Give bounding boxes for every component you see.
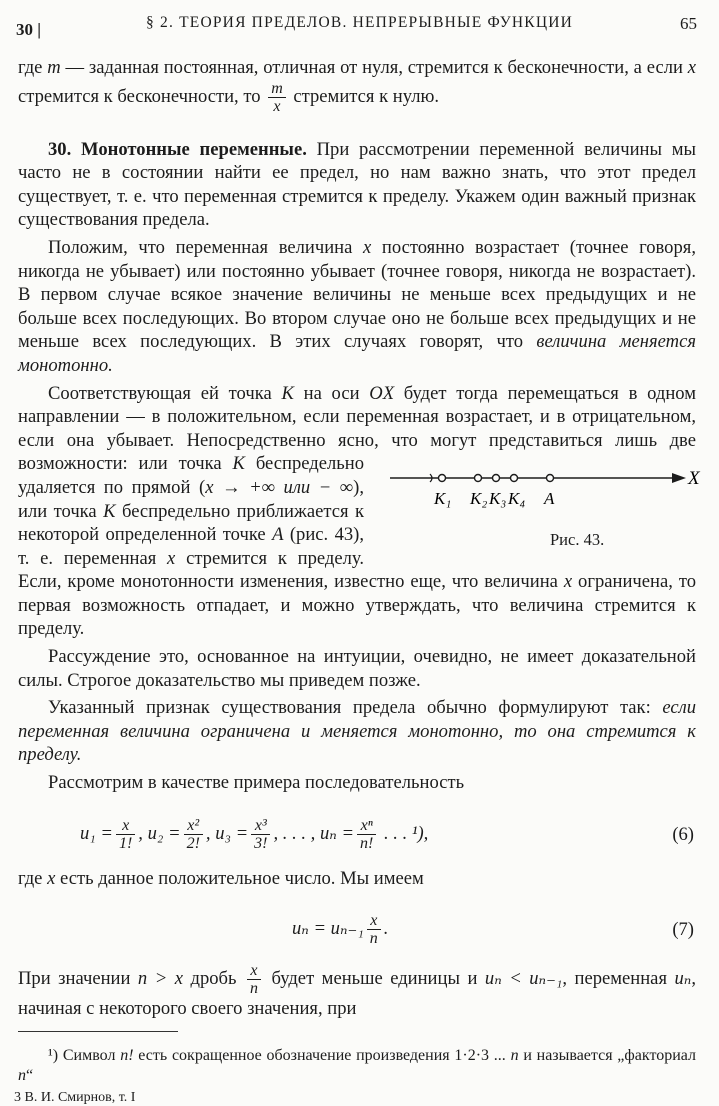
section-heading: Монотонные переменные. xyxy=(81,138,307,160)
paragraph-decreasing: При значении n > x дробь $\frac{x}{n}$ будет меньше единицы и uₙ < uₙ₋₁, переменная uₙ, начиная с некоторого своего значения, при xyxy=(18,962,696,1020)
axis-label-x: X xyxy=(688,468,700,490)
emphasis-monotone: величина меняется монотонно. xyxy=(18,331,696,376)
figure-caption: Рис. 43. xyxy=(550,530,605,550)
page-number: 65 xyxy=(680,14,697,33)
page-body xyxy=(18,56,700,1086)
paragraph-intuition: Рассуждение это, основанное на интуиции, очевидно, не имеет доказательной силы. Строгое доказательство мы приведем позже. xyxy=(18,646,696,691)
axis-diagram xyxy=(378,464,700,526)
label-k3: K₃ xyxy=(489,489,507,509)
paragraph-point-k: Соответствующая ей точка K на оси OX будет тогда перемещаться в одном направлении — в положительном, если переменная возрастает, и в отрицательном, если она убывает. Непосредственно ясно, что могут представиться лишь две возможности: или точка X K₁ K₂ K₃ K₄ A Рис. 43. K беспредельно удаляется по прямой (x → +∞ или − ∞), или точка K беспредельно приближается к некоторой определенной точке A (рис. 43), т. е. переменная x стремится к пределу. Если, кроме монотонности изменения, известно еще, что величина x ограничена, то первая возможность отпадает, и можно утверждать, что величина стремится к пределу. xyxy=(18,382,700,640)
signature-line: 3 В. И. Смирнов, т. I xyxy=(14,1090,136,1105)
intro-paragraph: где m — заданная постоянная, отличная от нуля, стремится к бесконечности, а если x стремится к бесконечности, то $\frac{m}{x}$ стремится к нулю. xyxy=(18,57,697,115)
figure-43 xyxy=(378,456,700,562)
label-a: A xyxy=(544,489,555,509)
equation-number-6: (6) xyxy=(672,823,694,845)
footnote-divider xyxy=(18,1031,178,1032)
point-k4 xyxy=(511,475,518,482)
paragraph-monotone-definition: Положим, что переменная величина x постоянно возрастает (точнее говоря, никогда не убывает) или постоянно убывает (точнее говоря, никогда не возрастает). В первом случае всякое значение величины не меньше всех предыдущих и не больше всех последующих. Во втором случае оно не больше всех предыдущих и не меньше всех последующих. В этих случаях говорят, что величина меняется монотонно. xyxy=(18,236,696,376)
label-k2: K₂ xyxy=(470,489,488,509)
point-a xyxy=(547,475,554,482)
section-mark: 30 | xyxy=(16,20,41,39)
formula-6: u₁ = $\frac{x}{1!}$ , u₂ = $\frac{\text{x²}}{2!}$ , u₃ = $\frac{\text{x³}}{3!}$ , . . . , uₙ = $\frac{\text{xⁿ}}{n!}$ . . . ¹), (6) xyxy=(80,816,694,852)
equation-number-7: (7) xyxy=(672,919,694,941)
label-k4: K₄ xyxy=(508,489,526,509)
paragraph-criterion: Указанный признак существования предела обычно формулируют так: если переменная величина ограничена и меняется монотонно, то она стремится к пределу. xyxy=(18,697,696,766)
fraction-m-over-x: $\frac{m}{x}$ xyxy=(268,80,286,115)
axis-arrow-icon xyxy=(672,473,686,483)
point-k1 xyxy=(439,475,446,482)
paragraph-given-x: где x есть данное положительное число. Мы имеем xyxy=(18,867,424,889)
formula-7: uₙ = uₙ₋₁ $\frac{x}{n}$ . (7) xyxy=(292,912,694,948)
point-k3 xyxy=(493,475,500,482)
running-header xyxy=(16,12,697,42)
emphasis-criterion: если переменная величина ограничена и меняется монотонно, то она стремится к пределу. xyxy=(18,697,696,766)
paragraph-example: Рассмотрим в качестве примера последовательность xyxy=(48,772,465,794)
footnote: ¹) Символ n! есть сокращенное обозначение произведения 1·2·3 ... n и называется „факториал n“ xyxy=(18,1046,697,1084)
label-k1: K₁ xyxy=(434,489,452,509)
running-title: § 2. ТЕОРИЯ ПРЕДЕЛОВ. НЕПРЕРЫВНЫЕ ФУНКЦИИ xyxy=(146,14,574,31)
section-30-paragraph: 30. Монотонные переменные. При рассмотрении переменной величины мы часто не в состоянии найти ее предел, но нам важно знать, что этот предел существует, т. е. что переменная стремится к пределу. Укажем один важный признак существования предела. xyxy=(18,138,696,231)
section-number: 30. xyxy=(48,138,72,160)
point-k2 xyxy=(475,475,482,482)
